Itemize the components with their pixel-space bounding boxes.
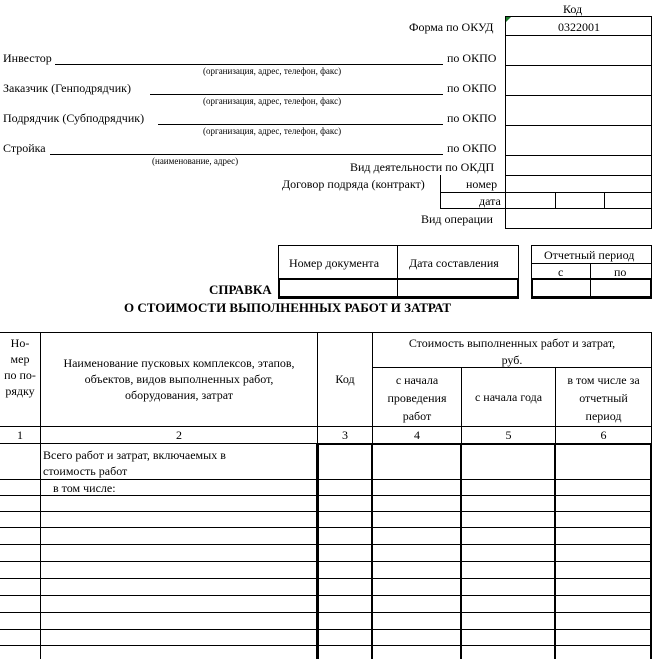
- code-row-line: [505, 155, 652, 156]
- contract-number-label: номер: [466, 177, 498, 191]
- code-col-right: [651, 16, 652, 228]
- okud-label: Форма по ОКУД: [409, 20, 494, 34]
- doc-number-label: Номер документа: [289, 256, 380, 270]
- okdp-label: Вид деятельности по ОКДП: [350, 160, 495, 174]
- total-row-label: Всего работ и затрат, включаемых в стоимость работ: [43, 448, 226, 478]
- contract-date-label: дата: [479, 194, 501, 208]
- code-row-line: [440, 208, 652, 209]
- doc-box-left-thick: [278, 278, 280, 299]
- period-label: Отчетный период: [544, 248, 635, 262]
- period-from-label: с: [558, 265, 564, 279]
- operation-label: Вид операции: [421, 212, 493, 226]
- contractor-hint: (организация, адрес, телефон, факс): [203, 126, 342, 136]
- period-left-thick: [531, 278, 533, 299]
- period-box-line: [531, 263, 652, 264]
- including-label: в том числе:: [53, 481, 116, 495]
- period-to-label: по: [614, 265, 627, 279]
- table-row: [0, 629, 652, 630]
- code-row-line: [505, 95, 652, 96]
- contractor-label: Подрядчик (Субподрядчик): [3, 111, 145, 125]
- contract-label: Договор подряда (контракт): [282, 177, 425, 191]
- table-row: [0, 645, 652, 646]
- doc-box-thick: [278, 278, 519, 280]
- table-top: [0, 332, 652, 333]
- doc-box-right-thick: [517, 278, 519, 299]
- investor-label: Инвестор: [3, 51, 52, 65]
- customer-line: [150, 94, 443, 95]
- doc-box-mid: [397, 245, 398, 299]
- date-split: [555, 192, 556, 208]
- contractor-okpo: по ОКПО: [447, 111, 497, 125]
- table-row: [0, 479, 652, 480]
- code-header: Код: [563, 2, 583, 16]
- contract-left-line: [440, 175, 441, 208]
- customer-label: Заказчик (Генподрядчик): [3, 81, 131, 95]
- table-row: [0, 595, 652, 596]
- table-row: [0, 544, 652, 545]
- period-box-mid: [590, 263, 591, 299]
- code-row-line: [505, 35, 652, 36]
- col-num: 3: [342, 428, 348, 442]
- body-thick-col: [316, 443, 319, 659]
- site-label: Стройка: [3, 141, 46, 155]
- site-line: [50, 154, 443, 155]
- body-thick-col: [460, 443, 462, 659]
- period-right-thick: [650, 278, 652, 299]
- col-num: 4: [414, 428, 420, 442]
- table-row: [0, 527, 652, 528]
- body-thick-col: [371, 443, 373, 659]
- table-row: [0, 511, 652, 512]
- customer-okpo: по ОКПО: [447, 81, 497, 95]
- investor-line: [55, 64, 443, 65]
- table-row: [0, 578, 652, 579]
- col6-header: в том числе за отчетный период: [567, 373, 640, 423]
- period-box-top: [531, 245, 652, 246]
- investor-hint: (организация, адрес, телефон, факс): [203, 66, 342, 76]
- col4-header: с начала проведения работ: [387, 373, 447, 423]
- col5-header: с начала года: [474, 390, 543, 404]
- code-row-line: [505, 125, 652, 126]
- period-box-thick: [531, 278, 652, 280]
- body-thick-col: [650, 443, 652, 659]
- col-num: 5: [505, 428, 512, 442]
- code-row-line: [505, 228, 652, 229]
- body-thick-top: [316, 443, 652, 445]
- code-col-left: [505, 16, 506, 228]
- col-num: 2: [176, 428, 182, 442]
- col2-header: Наименование пусковых комплексов, этапов, объектов, видов выполненных работ, оборудования, затрат: [63, 356, 295, 402]
- col1-header: Но- мер по по- рядку: [4, 336, 36, 398]
- table-row: [0, 612, 652, 613]
- date-split: [604, 192, 605, 208]
- code-row-line: [505, 65, 652, 66]
- code-row-line: [440, 192, 652, 193]
- doc-subtitle: О СТОИМОСТИ ВЫПОЛНЕННЫХ РАБОТ И ЗАТРАТ: [124, 300, 452, 315]
- code-row-line: [505, 175, 652, 176]
- code-header-line: [505, 16, 652, 17]
- contractor-line: [158, 124, 443, 125]
- corner-mark-icon: [506, 17, 511, 22]
- col-num: 6: [600, 428, 607, 442]
- col-num: 1: [17, 428, 23, 442]
- doc-box-bottom: [278, 296, 519, 299]
- doc-box-top: [278, 245, 519, 246]
- customer-hint: (организация, адрес, телефон, факс): [203, 96, 342, 106]
- period-box-bottom: [531, 296, 652, 299]
- investor-okpo: по ОКПО: [447, 51, 497, 65]
- site-hint: (наименование, адрес): [152, 156, 239, 166]
- body-thick-col: [554, 443, 556, 659]
- col3-header: Код: [335, 372, 355, 386]
- table-row: [0, 495, 652, 496]
- okud-value: 0322001: [558, 20, 600, 34]
- doc-title: СПРАВКА: [209, 282, 272, 297]
- site-okpo: по ОКПО: [447, 141, 497, 155]
- table-row: [0, 561, 652, 562]
- doc-date-label: Дата составления: [409, 256, 499, 270]
- cost-header: Стоимость выполненных работ и затрат, руб.: [408, 336, 616, 367]
